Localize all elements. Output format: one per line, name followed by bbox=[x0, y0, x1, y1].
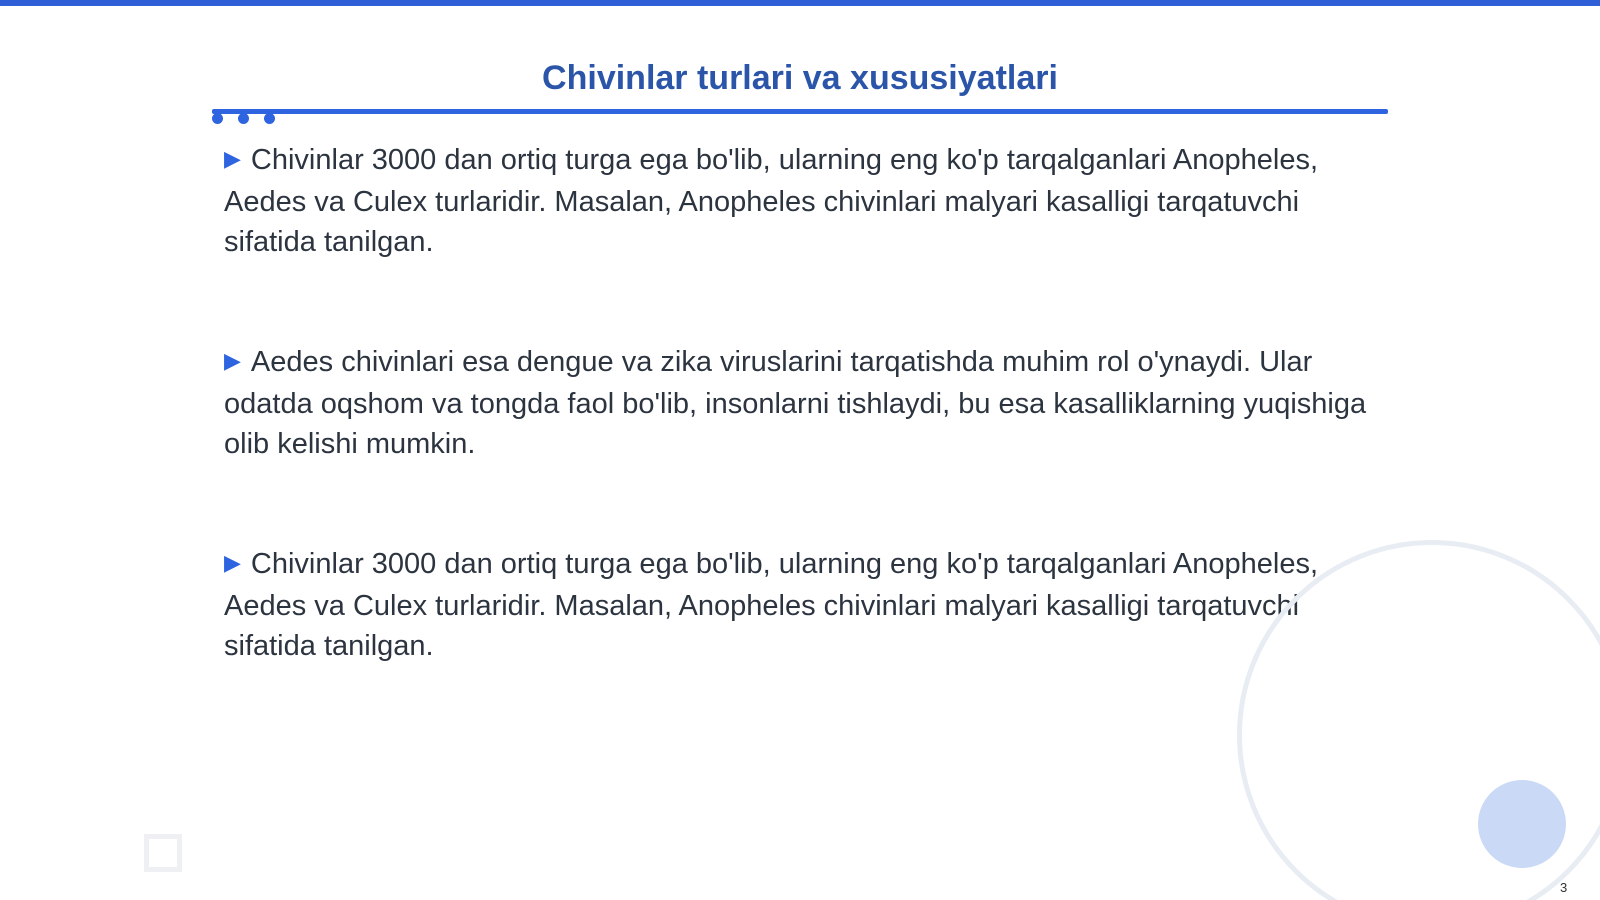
bullet-item-2 bbox=[224, 342, 1384, 464]
title-dots-decoration bbox=[212, 113, 292, 125]
dot-2 bbox=[238, 113, 249, 124]
decorative-blob bbox=[1478, 780, 1566, 868]
decorative-square bbox=[144, 834, 182, 872]
title-underline bbox=[212, 109, 1388, 114]
bullet-item-1 bbox=[224, 140, 1384, 262]
play-triangle-icon: ▶ bbox=[224, 550, 241, 575]
dot-1 bbox=[212, 113, 223, 124]
bullet-list bbox=[224, 140, 1384, 746]
top-accent-bar bbox=[0, 0, 1600, 6]
page-number: 3 bbox=[1560, 880, 1568, 895]
bullet-text-3: Chivinlar 3000 dan ortiq turga ega bo'lib, ularning eng ko'p tarqalganlari Anopheles, Aedes va Culex turlaridir. Masalan, Anopheles chivinlari malyari kasalligi tarqatuvchi sifatida tanilgan. bbox=[224, 548, 1319, 662]
bullet-text-2: Aedes chivinlari esa dengue va zika viruslarini tarqatishda muhim rol o'ynaydi. Ular odatda oqshom va tongda faol bo'lib, insonlarni tishlaydi, bu esa kasalliklarning yuqishiga olib kelishi mumkin. bbox=[224, 346, 1367, 460]
bullet-item-3 bbox=[224, 544, 1384, 666]
bullet-text-1: Chivinlar 3000 dan ortiq turga ega bo'lib, ularning eng ko'p tarqalganlari Anopheles, Aedes va Culex turlaridir. Masalan, Anopheles chivinlari malyari kasalligi tarqatuvchi sifatida tanilgan. bbox=[224, 144, 1319, 258]
play-triangle-icon: ▶ bbox=[224, 348, 241, 373]
slide-title: Chivinlar turlari va xususiyatlari bbox=[542, 59, 1058, 97]
play-triangle-icon: ▶ bbox=[224, 146, 241, 171]
dot-3 bbox=[264, 113, 275, 124]
